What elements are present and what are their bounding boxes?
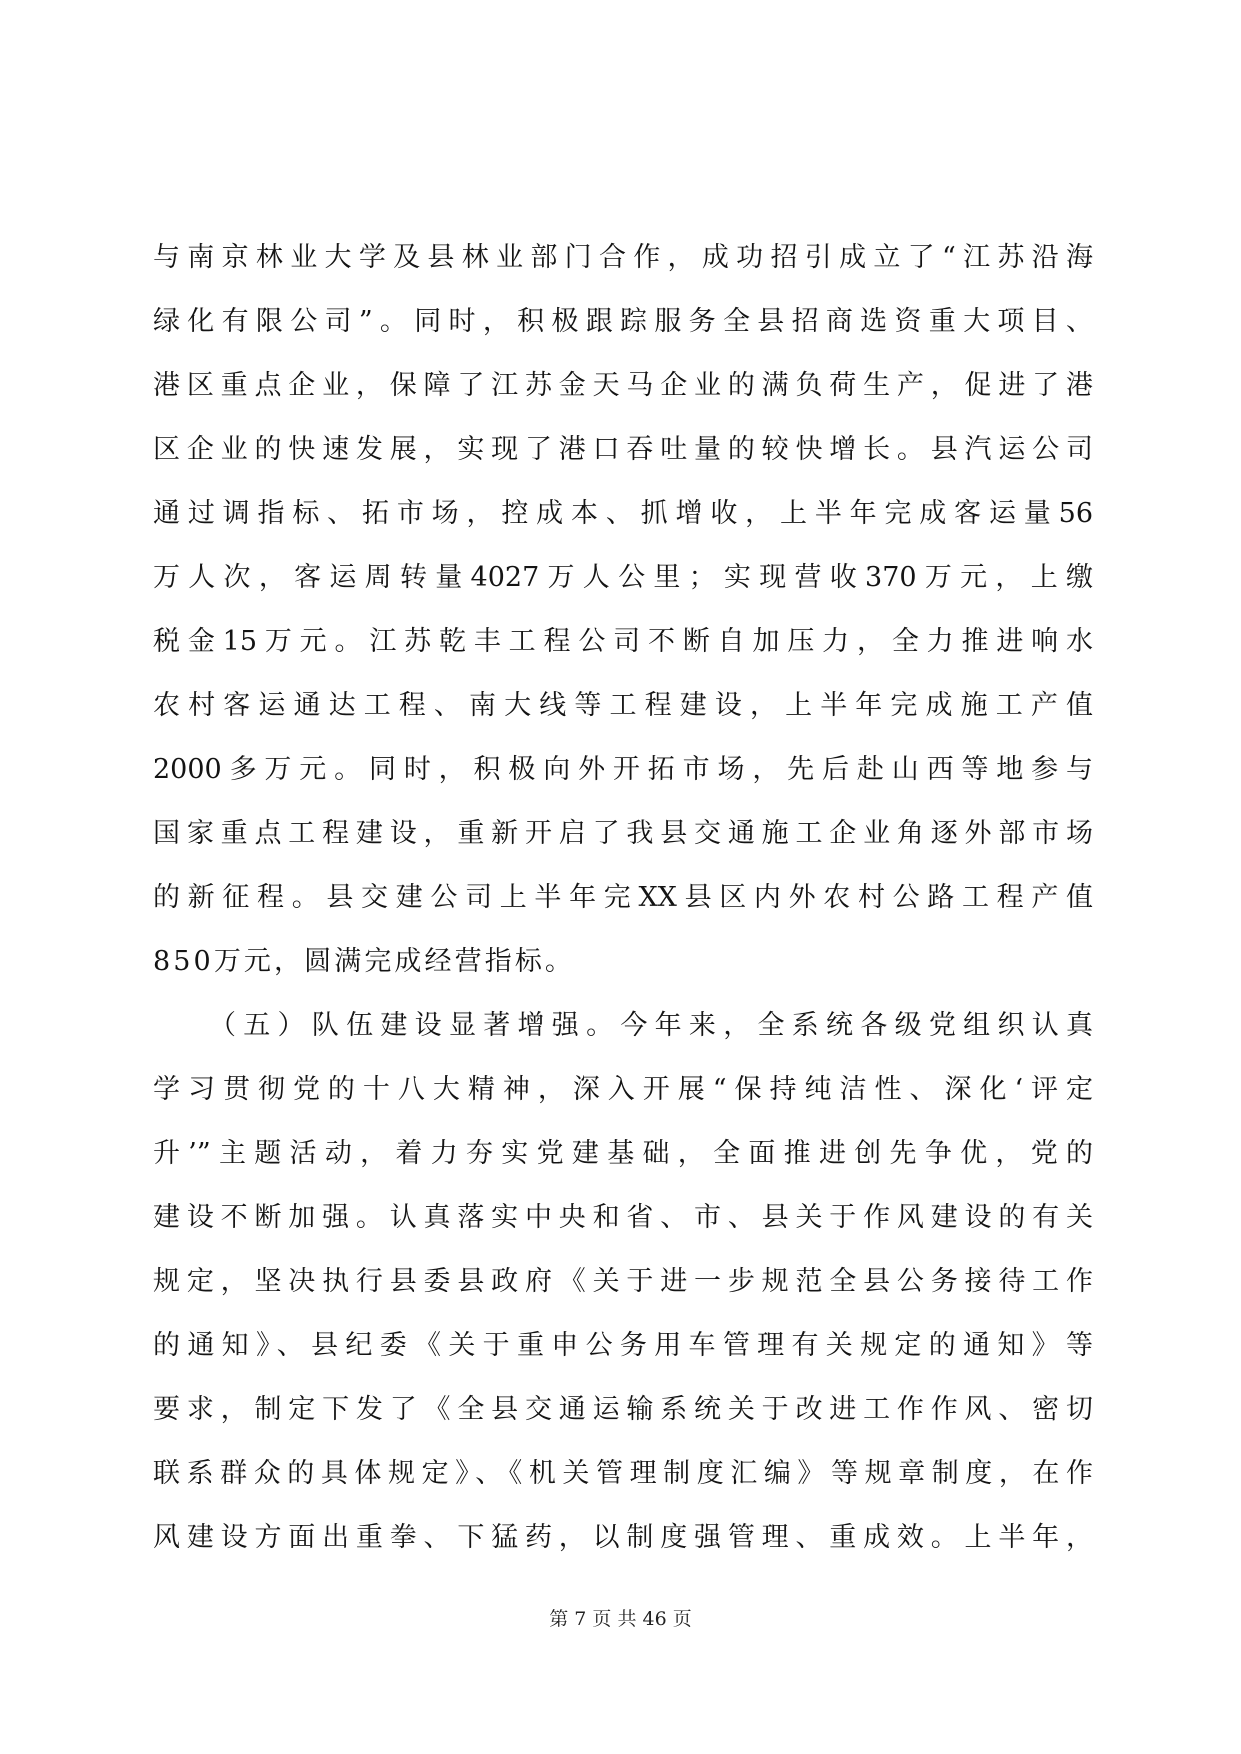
section-heading-line: （五）队伍建设显著增强。今年来，全系统各级党组织认真 (209, 1010, 1093, 1041)
text-line: 850万元，圆满完成经营指标。 (153, 946, 576, 977)
text-line: 规定，坚决执行县委县政府《关于进一步规范全县公务接待工作 (153, 1266, 1093, 1297)
text-line: 要求，制定下发了《全县交通运输系统关于改进工作作风、密切 (153, 1394, 1093, 1425)
page-footer: 第 7 页 共 46 页 (549, 1608, 692, 1630)
text-line: 的新征程。县交建公司上半年完XX县区内外农村公路工程产值 (153, 882, 1093, 913)
text-line: 万人次，客运周转量4027万人公里；实现营收370万元，上缴 (153, 562, 1093, 593)
text-line: 风建设方面出重拳、下猛药，以制度强管理、重成效。上半年， (153, 1522, 1093, 1553)
text-line: 联系群众的具体规定》、《机关管理制度汇编》等规章制度，在作 (153, 1458, 1093, 1489)
text-line: 通过调指标、拓市场，控成本、抓增收，上半年完成客运量56 (153, 498, 1093, 529)
text-line: 港区重点企业，保障了江苏金天马企业的满负荷生产，促进了港 (153, 370, 1093, 401)
text-line: 学习贯彻党的十八大精神，深入开展“保持纯洁性、深化‘评定 (153, 1074, 1093, 1105)
text-line: 2000多万元。同时，积极向外开拓市场，先后赴山西等地参与 (153, 754, 1093, 785)
text-line: 国家重点工程建设，重新开启了我县交通施工企业角逐外部市场 (153, 818, 1093, 849)
body-text (153, 226, 1093, 1570)
text-line: 的通知》、县纪委《关于重申公务用车管理有关规定的通知》等 (153, 1330, 1093, 1361)
text-line: 升’”主题活动，着力夯实党建基础，全面推进创先争优，党的 (153, 1138, 1093, 1169)
text-line: 农村客运通达工程、南大线等工程建设，上半年完成施工产值 (153, 690, 1093, 721)
text-line: 区企业的快速发展，实现了港口吞吐量的较快增长。县汽运公司 (153, 434, 1093, 465)
text-line: 建设不断加强。认真落实中央和省、市、县关于作风建设的有关 (153, 1202, 1093, 1233)
text-line: 绿化有限公司”。同时，积极跟踪服务全县招商选资重大项目、 (153, 306, 1093, 337)
text-line: 税金15万元。江苏乾丰工程公司不断自加压力，全力推进响水 (153, 626, 1093, 657)
text-line: 与南京林业大学及县林业部门合作，成功招引成立了“江苏沿海 (153, 242, 1093, 273)
